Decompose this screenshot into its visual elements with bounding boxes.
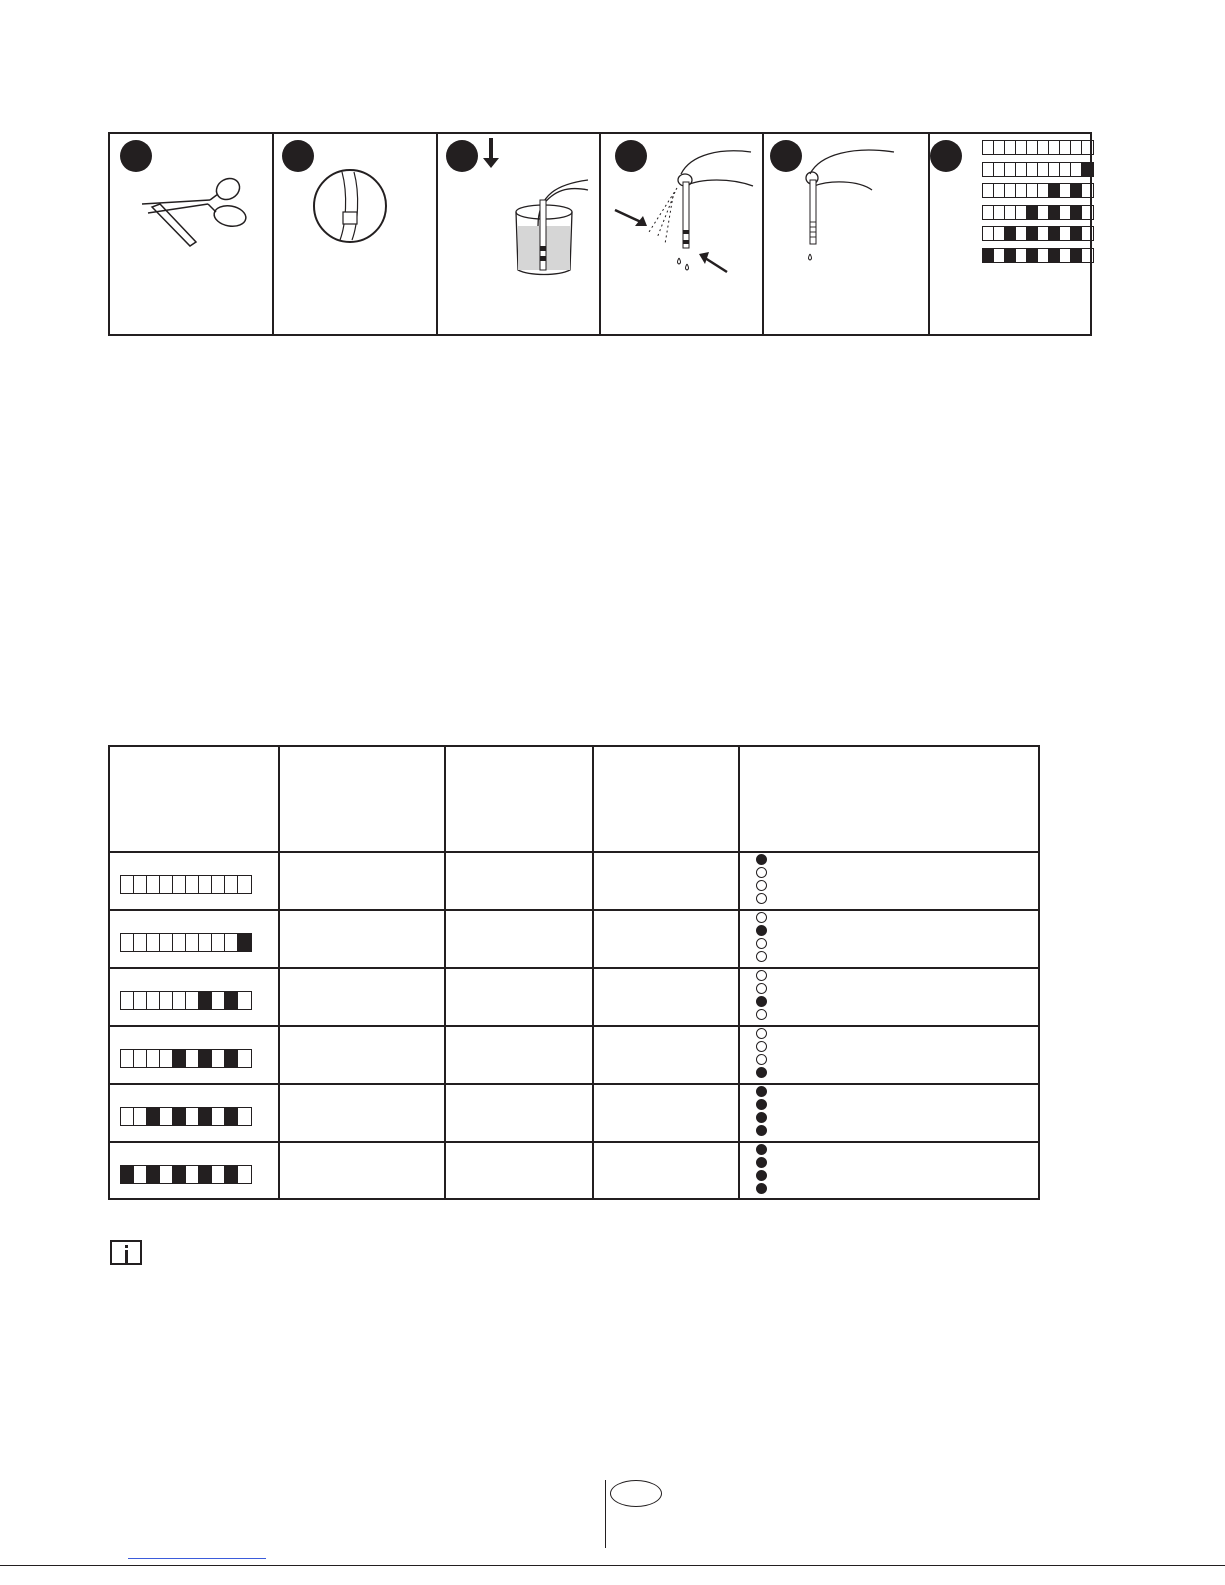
row-divider	[110, 1083, 1038, 1085]
step-6	[928, 134, 1090, 334]
hold-strip-icon	[764, 134, 928, 334]
hardness-level-indicator-5	[756, 1086, 767, 1136]
reference-strip-4	[982, 205, 1094, 220]
empty-dot	[756, 1041, 767, 1052]
hardness-level-indicator-4	[756, 1028, 767, 1078]
step-6-number-badge	[930, 140, 962, 172]
hardness-strip-6	[120, 1165, 252, 1184]
step-5	[762, 134, 927, 334]
empty-dot	[756, 867, 767, 878]
hardness-strip-1	[120, 875, 252, 894]
empty-dot	[756, 1009, 767, 1020]
empty-dot	[756, 912, 767, 923]
empty-dot	[756, 970, 767, 981]
dip-strip-in-water-icon	[438, 134, 600, 334]
empty-dot	[756, 1028, 767, 1039]
hardness-level-indicator-6	[756, 1144, 767, 1194]
step-3	[436, 134, 599, 334]
empty-dot	[756, 951, 767, 962]
reference-strip-2	[982, 162, 1094, 177]
hardness-strip-3	[120, 991, 252, 1010]
hardness-level-indicator-3	[756, 970, 767, 1020]
empty-dot	[756, 880, 767, 891]
filled-dot	[756, 1144, 767, 1155]
filled-dot	[756, 1112, 767, 1123]
reference-strip-6	[982, 248, 1094, 263]
filled-dot	[756, 996, 767, 1007]
step-panel	[108, 132, 1092, 336]
hardness-strip-2	[120, 933, 252, 952]
reference-strip-1	[982, 140, 1094, 155]
reference-strip-5	[982, 226, 1094, 241]
column-divider	[278, 747, 280, 1198]
column-divider	[592, 747, 594, 1198]
hardness-strip-4	[120, 1049, 252, 1068]
filled-dot	[756, 1157, 767, 1168]
row-divider	[110, 909, 1038, 911]
empty-dot	[756, 938, 767, 949]
column-divider	[738, 747, 740, 1198]
row-divider	[110, 967, 1038, 969]
step-2	[272, 134, 435, 334]
row-divider	[110, 1025, 1038, 1027]
filled-dot	[756, 925, 767, 936]
row-divider	[110, 1141, 1038, 1143]
language-badge	[610, 1480, 662, 1507]
filled-dot	[756, 1170, 767, 1181]
water-hardness-table	[108, 745, 1040, 1200]
empty-dot	[756, 983, 767, 994]
column-divider	[444, 747, 446, 1198]
step-1	[108, 134, 272, 334]
empty-dot	[756, 893, 767, 904]
footer-link-underline	[128, 1558, 266, 1559]
step-4	[599, 134, 762, 334]
empty-dot	[756, 1054, 767, 1065]
filled-dot	[756, 854, 767, 865]
page-bottom-rule	[0, 1565, 1225, 1566]
hose-zoom-icon	[274, 134, 436, 334]
hardness-strip-5	[120, 1107, 252, 1126]
filled-dot	[756, 1067, 767, 1078]
row-divider	[110, 851, 1038, 853]
filled-dot	[756, 1183, 767, 1194]
shake-strip-icon	[601, 134, 763, 334]
footer-divider	[605, 1480, 606, 1548]
reference-strip-3	[982, 183, 1094, 198]
filled-dot	[756, 1125, 767, 1136]
filled-dot	[756, 1086, 767, 1097]
info-icon	[110, 1240, 142, 1265]
hardness-level-indicator-2	[756, 912, 767, 962]
scissors-cutting-strip-icon	[110, 134, 273, 334]
hardness-level-indicator-1	[756, 854, 767, 904]
filled-dot	[756, 1099, 767, 1110]
